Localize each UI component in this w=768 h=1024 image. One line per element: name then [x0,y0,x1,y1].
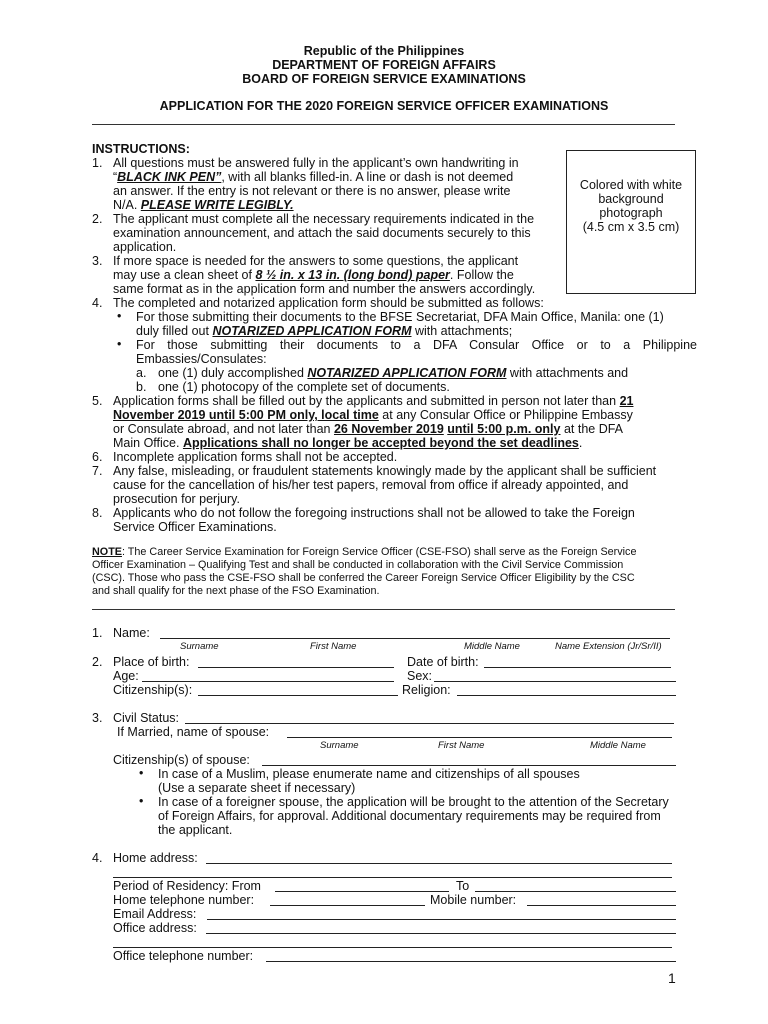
instruction-text: N/A. PLEASE WRITE LEGIBLY. [113,198,294,212]
instruction-number: 7. [92,464,103,478]
home-address-label: Home address: [113,851,198,865]
middle-name-caption: Middle Name [464,641,520,652]
header-divider [92,124,675,125]
spouse-surname-caption: Surname [320,740,359,751]
age-field[interactable] [142,668,394,682]
instruction-text: Main Office. Applications shall no longer be accepted beyond the set deadlines. [113,436,583,450]
period-of-residency-label: Period of Residency: From [113,879,261,893]
sub-item-label: b. [136,380,147,394]
notarized-form-emphasis: NOTARIZED APPLICATION FORM [212,324,412,338]
spouse-citizenship-label: Citizenship(s) of spouse: [113,753,250,767]
citizenship-label: Citizenship(s): [113,683,193,697]
instruction-text: Any false, misleading, or fraudulent statements knowingly made by the applicant shall be sufficient [113,464,657,478]
sex-label: Sex: [407,669,433,683]
citizenship-field[interactable] [198,682,398,696]
instruction-text: All questions must be answered fully in the applicant’s own handwriting in [113,156,519,170]
age-label: Age: [113,669,139,683]
home-address-field[interactable] [206,850,672,864]
sub-item-label: a. [136,366,147,380]
instruction-text: same format as in the application form and number the answers accordingly. [113,282,536,296]
bullet-icon: • [117,309,122,323]
name-label: Name: [113,626,150,640]
religion-field[interactable] [457,682,676,696]
sex-field[interactable] [434,668,676,682]
black-ink-pen-emphasis: BLACK INK PEN” [117,170,222,184]
header-department: DEPARTMENT OF FOREIGN AFFAIRS [272,58,496,72]
instruction-text: Embassies/Consulates: [136,352,267,366]
instruction-text: (Use a separate sheet if necessary) [158,781,356,795]
instruction-text: may use a clean sheet of 8 ½ in. x 13 in. (long bond) paper. Follow the [113,268,514,282]
date-of-birth-field[interactable] [484,654,671,668]
notarized-form-emphasis: NOTARIZED APPLICATION FORM [307,366,507,380]
civil-status-field[interactable] [185,710,674,724]
surname-caption: Surname [180,641,219,652]
instruction-text: prosecution for perjury. [113,492,240,506]
instruction-text: one (1) duly accomplished NOTARIZED APPLICATION FORM with attachments and [158,366,629,380]
instruction-number: 2. [92,212,103,226]
instruction-text: The applicant must complete all the necessary requirements indicated in the [113,212,535,226]
instruction-number: 1. [92,156,103,170]
deadline-main-office-emphasis: 26 November 2019 [333,422,444,436]
photo-placeholder-box[interactable] [566,150,696,294]
question-number: 4. [92,851,103,865]
photo-caption-line: background [598,192,664,206]
mobile-number-field[interactable] [527,892,676,906]
office-address-label: Office address: [113,921,197,935]
residency-to-field[interactable] [475,878,676,892]
office-telephone-field[interactable] [266,948,676,962]
email-address-label: Email Address: [113,907,197,921]
header-board: BOARD OF FOREIGN SERVICE EXAMINATIONS [242,72,526,86]
instruction-number: 8. [92,506,103,520]
bullet-icon: • [139,794,144,808]
mobile-number-label: Mobile number: [430,893,517,907]
deadline-abroad-emphasis: November 2019 until 5:00 PM only, local time [113,408,379,422]
spouse-first-name-caption: First Name [438,740,485,751]
spouse-middle-name-caption: Middle Name [590,740,646,751]
instruction-text: Service Officer Examinations. [113,520,277,534]
note-text: (CSC). Those who pass the CSE-FSO shall be conferred the Career Foreign Service Officer Eligibility by the CSC [92,572,635,584]
instruction-text: the applicant. [158,823,233,837]
note-divider [92,609,675,610]
home-address-field-line-2[interactable] [113,864,672,878]
instruction-text: Incomplete application forms shall not be accepted. [113,450,398,464]
instruction-text: an answer. If the entry is not relevant or there is no answer, please write [113,184,511,198]
instruction-text: one (1) photocopy of the complete set of documents. [158,380,450,394]
spouse-citizenship-field[interactable] [262,752,676,766]
office-address-field-line-2[interactable] [113,934,672,948]
home-telephone-label: Home telephone number: [113,893,255,907]
spouse-name-label: If Married, name of spouse: [117,725,270,739]
home-telephone-field[interactable] [270,892,425,906]
instruction-text: Application forms shall be filled out by the applicants and submitted in person not later than 21 [113,394,634,408]
instruction-text: of Foreign Affairs, for approval. Additional documentary requirements may be required from [158,809,661,823]
civil-status-label: Civil Status: [113,711,179,725]
instruction-text: Applicants who do not follow the foregoing instructions shall not be allowed to take the Foreign [113,506,635,520]
office-telephone-label: Office telephone number: [113,949,254,963]
note-text: Officer Examination – Qualifying Test and shall be conducted in collaboration with the Civil Service Commission [92,559,624,571]
photo-caption-line: Colored with white [579,178,683,192]
question-number: 3. [92,711,103,725]
instruction-text: For those submitting their documents to the BFSE Secretariat, DFA Main Office, Manila: one (1) [136,310,664,324]
instruction-text: application. [113,240,177,254]
spouse-name-field[interactable] [287,724,672,738]
instruction-text: In case of a Muslim, please enumerate name and citizenships of all spouses [158,767,580,781]
office-address-field[interactable] [206,920,676,934]
instruction-number: 4. [92,296,103,310]
name-field[interactable] [160,625,670,639]
instruction-text: duly filled out NOTARIZED APPLICATION FORM with attachments; [136,324,513,338]
form-title: APPLICATION FOR THE 2020 FOREIGN SERVICE OFFICER EXAMINATIONS [159,99,609,113]
no-late-acceptance-emphasis: Applications shall no longer be accepted beyond the set deadlines [182,436,579,450]
question-number: 2. [92,655,103,669]
bullet-icon: • [117,337,122,351]
place-of-birth-label: Place of birth: [113,655,190,669]
bullet-icon: • [139,766,144,780]
instruction-text: If more space is needed for the answers to some questions, the applicant [113,254,519,268]
instruction-text: examination announcement, and attach the said documents securely to this [113,226,531,240]
residency-to-label: To [456,879,470,893]
first-name-caption: First Name [310,641,357,652]
page-number: 1 [668,970,676,986]
photo-caption-line: photograph [599,206,663,220]
question-number: 1. [92,626,103,640]
instruction-number: 6. [92,450,103,464]
paper-size-emphasis: 8 ½ in. x 13 in. (long bond) paper [255,268,450,282]
header-republic: Republic of the Philippines [303,44,465,58]
instruction-text: cause for the cancellation of his/her test papers, removal from office if already appointed, and [113,478,629,492]
email-address-field[interactable] [207,906,676,920]
place-of-birth-field[interactable] [198,654,394,668]
note-label: NOTE [92,546,122,558]
instruction-text: November 2019 until 5:00 PM only, local time at any Consular Office or Philippine Embassy [113,408,633,422]
photo-caption-line: (4.5 cm x 3.5 cm) [582,220,680,234]
instruction-number: 3. [92,254,103,268]
instruction-text: “BLACK INK PEN”, with all blanks filled-in. A line or dash is not deemed [113,170,514,184]
instruction-text: For those submitting their documents to a DFA Consular Office or to a Philippine [136,338,697,352]
residency-from-field[interactable] [275,878,449,892]
instruction-text: or Consulate abroad, and not later than 26 November 2019 until 5:00 p.m. only at the DFA [113,422,624,436]
date-of-birth-label: Date of birth: [407,655,479,669]
instruction-text: The completed and notarized application form should be submitted as follows: [113,296,544,310]
instructions-heading: INSTRUCTIONS: [92,142,190,156]
note-text: and shall qualify for the next phase of the FSO Examination. [92,585,380,597]
note-text: NOTE: The Career Service Examination for Foreign Service Officer (CSE-FSO) shall serve as the Foreign Service [92,546,637,558]
write-legibly-emphasis: PLEASE WRITE LEGIBLY. [140,198,294,212]
name-extension-caption: Name Extension (Jr/Sr/II) [555,641,662,652]
instruction-text: In case of a foreigner spouse, the application will be brought to the attention of the Secretary [158,795,669,809]
religion-label: Religion: [402,683,451,697]
instruction-number: 5. [92,394,103,408]
